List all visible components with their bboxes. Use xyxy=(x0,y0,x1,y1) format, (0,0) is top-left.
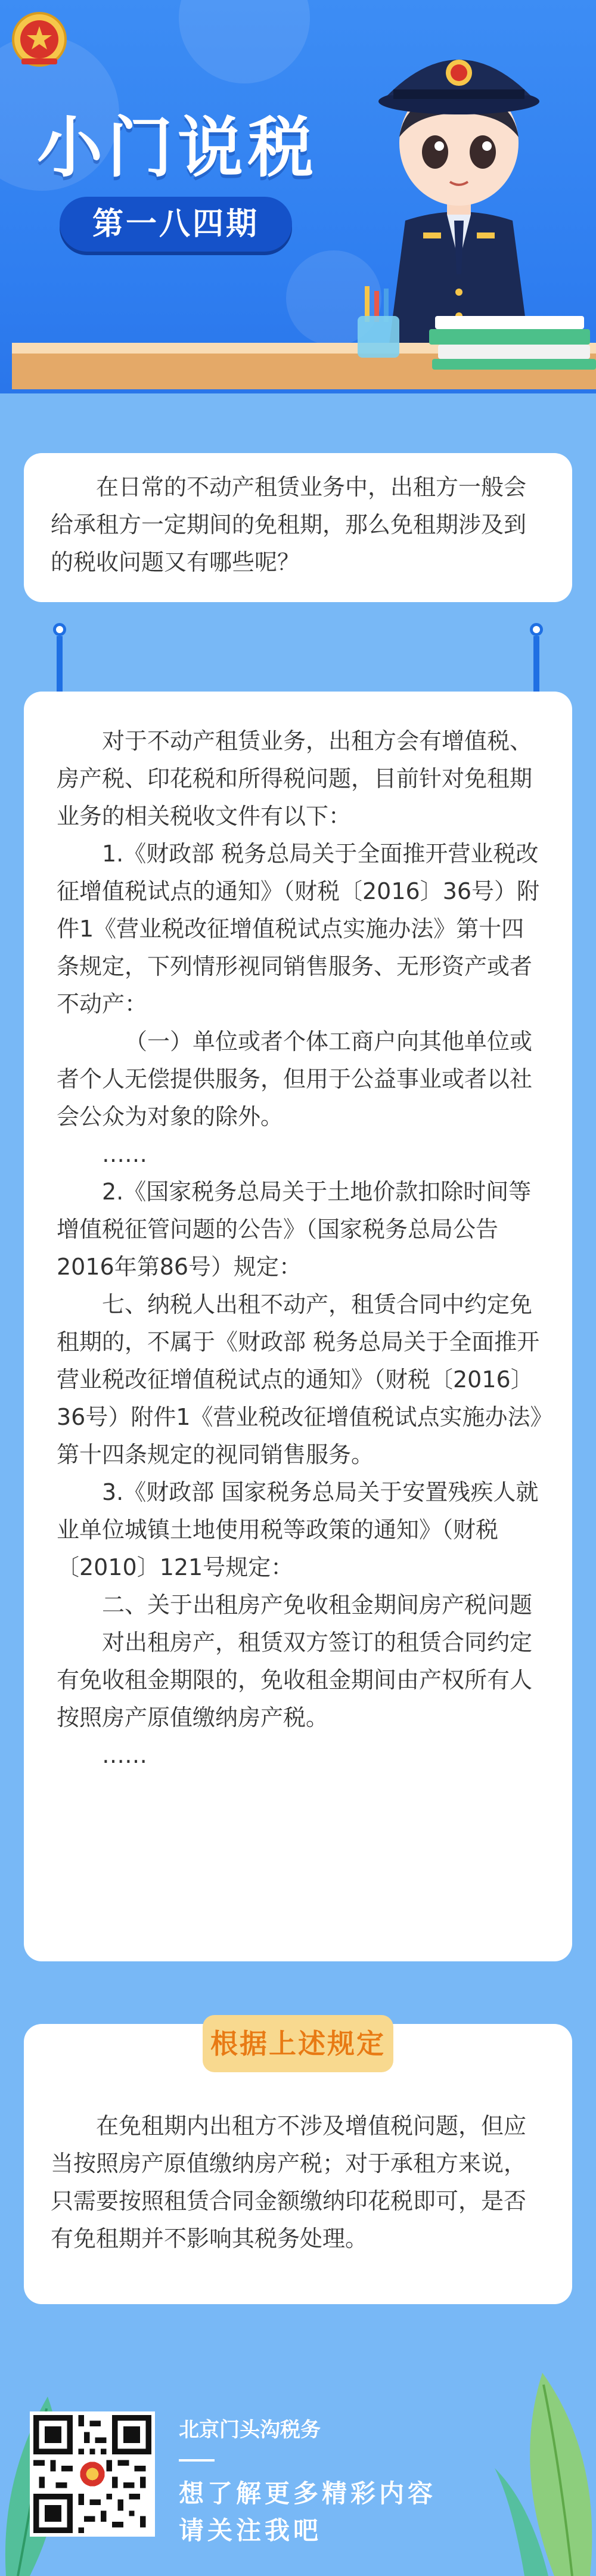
header-banner xyxy=(0,0,596,393)
regulations-body xyxy=(57,723,545,1774)
decor-bubble xyxy=(179,0,310,83)
intro-card xyxy=(24,453,572,602)
paragraph: 七、纳税人出租不动产，租赁合同中约定免租期的，不属于《财政部 税务总局关于全面推开营业税改征增值税试点的通知》（财税〔2016〕36号）附件1《营业税改征增值税试点实施办法》第十四条规定的视同销售服务。 xyxy=(57,1291,542,1468)
connector-dot xyxy=(530,623,543,636)
follow-prompt-line1: 想了解更多精彩内容 xyxy=(179,2479,437,2508)
ellipsis: …… xyxy=(102,1742,147,1768)
regulations-card xyxy=(24,692,572,1961)
paragraph: （一）单位或者个体工商户向其他单位或者个人无偿提供服务，但用于公益事业或者以社会公众为对象的除外。 xyxy=(57,1028,533,1130)
ellipsis: …… xyxy=(102,1141,147,1167)
issue-number-badge: 第一八四期 xyxy=(60,197,292,252)
qr-code-icon xyxy=(33,2415,151,2533)
tax-emblem-icon xyxy=(11,11,68,68)
page-title: 小门说税 xyxy=(37,110,318,186)
books-icon xyxy=(429,298,596,370)
paragraph: 对出租房产，租赁双方签订的租赁合同约定有免收租金期限的，免收租金期间由产权所有人按照房产原值缴纳房产税。 xyxy=(57,1629,533,1731)
intro-text: 在日常的不动产租赁业务中，出租方一般会给承租方一定期间的免租期，那么免租期涉及到的税收问题又有哪些呢？ xyxy=(51,474,527,575)
footer-divider xyxy=(179,2459,215,2462)
pencil-cup-icon xyxy=(352,286,405,358)
conclusion-text: 在免租期内出租方不涉及增值税问题，但应当按照房产原值缴纳房产税；对于承租方来说，只需要按照租赁合同金额缴纳印花税即可，是否有免租期并不影响其税务处理。 xyxy=(51,2113,527,2252)
paragraph: 对于不动产租赁业务，出租方会有增值税、房产税、印花税和所得税问题，目前针对免租期业务的相关税收文件有以下： xyxy=(57,728,533,829)
account-name: 北京门头沟税务 xyxy=(179,2418,321,2442)
conclusion-tag: 根据上述规定 xyxy=(203,2015,393,2072)
qr-code[interactable] xyxy=(30,2411,155,2537)
connector-dot xyxy=(53,623,66,636)
paragraph: 3.《财政部 国家税务总局关于安置残疾人就业单位城镇土地使用税等政策的通知》（财税〔2010〕121号规定： xyxy=(57,1479,539,1580)
paragraph: 1.《财政部 税务总局关于全面推开营业税改征增值税试点的通知》（财税〔2016〕36号）附件1《营业税改征增值税试点实施办法》第十四条规定，下列情形视同销售服务、无形资产或者不动产： xyxy=(57,841,540,1017)
paragraph: 2.《国家税务总局关于土地价款扣除时间等增值税征管问题的公告》（国家税务总局公告2016年第86号）规定： xyxy=(57,1179,532,1280)
follow-prompt-line2: 请关注我吧 xyxy=(179,2516,322,2545)
leaf-decoration-icon xyxy=(489,2349,596,2576)
paragraph: 二、关于出租房产免收租金期间房产税问题 xyxy=(102,1592,533,1618)
